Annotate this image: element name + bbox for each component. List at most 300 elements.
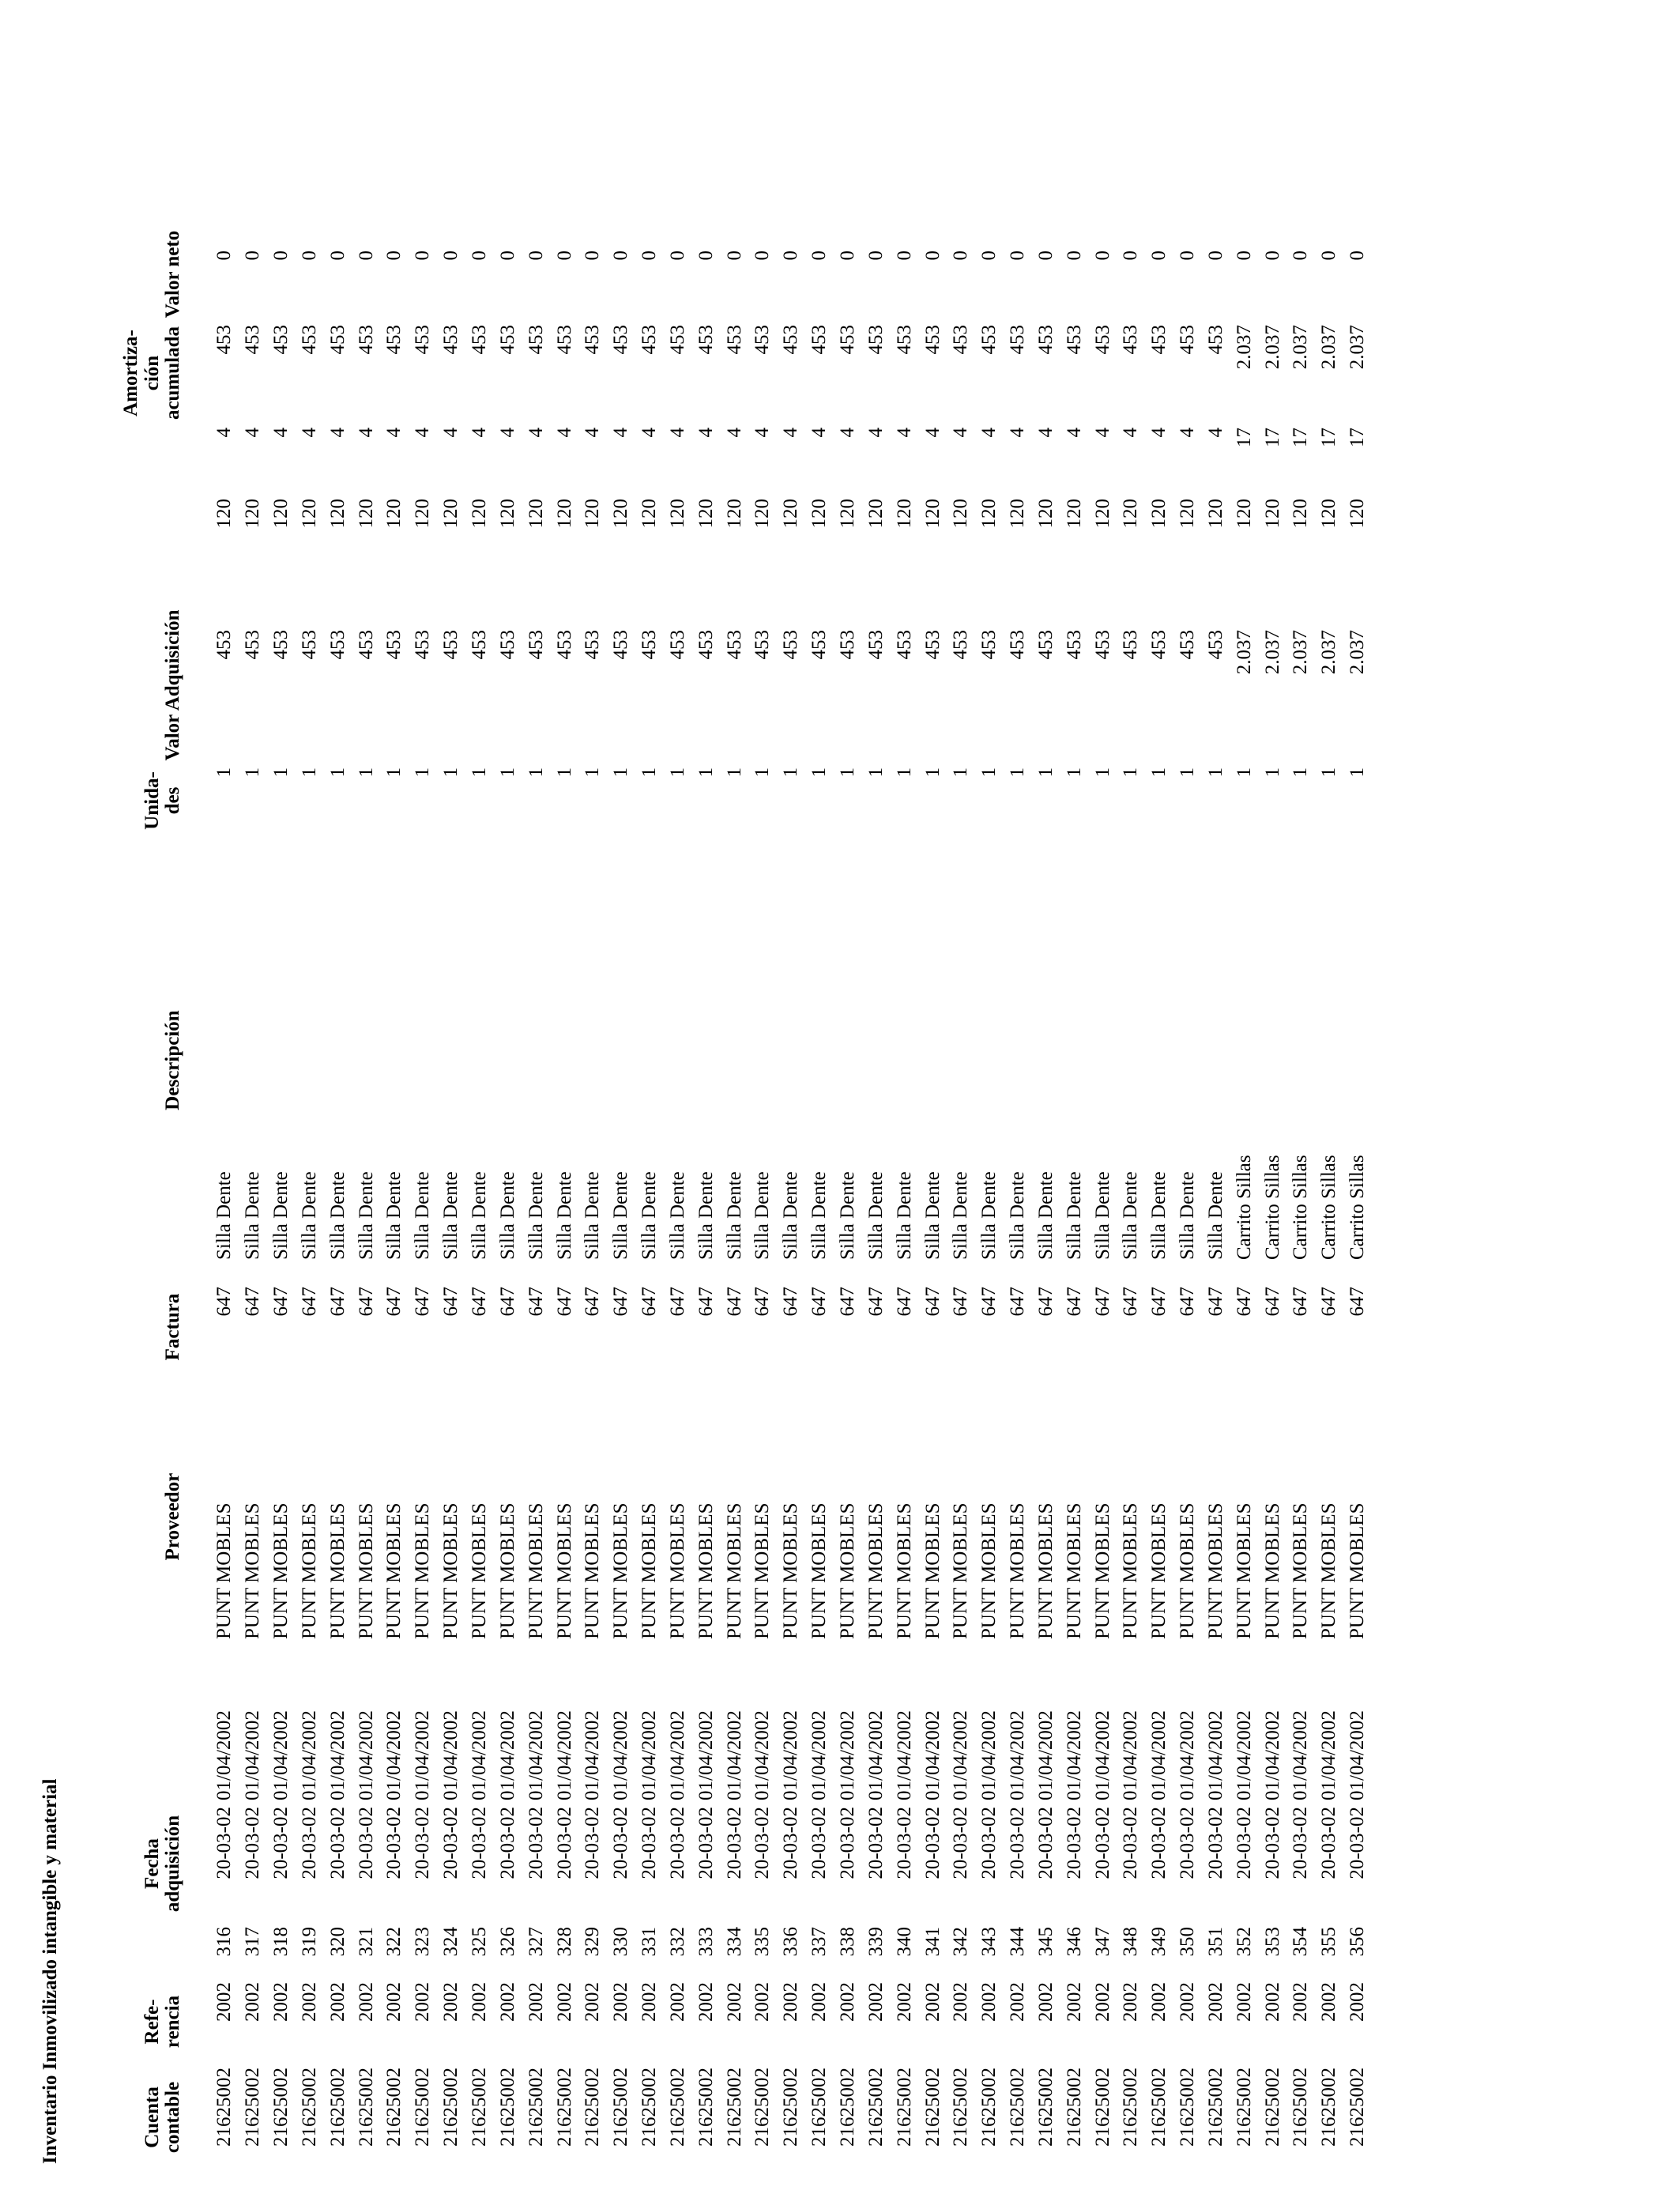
cell-valor-neto: 0 xyxy=(553,251,575,261)
table-header-row xyxy=(93,227,210,2170)
cell-descripcion: Silla Dente xyxy=(270,1171,292,1260)
cell-amortizacion-acumulada: 453 xyxy=(213,325,235,355)
cell-amortizacion-acumulada: 453 xyxy=(723,325,745,355)
cell-amortizacion-acumulada: 453 xyxy=(1120,325,1142,355)
table-row xyxy=(578,227,607,2170)
cell-factura: 647 xyxy=(1261,1287,1283,1317)
cell-factura: 647 xyxy=(1204,1287,1226,1317)
cell-fecha-adquisicion: 20-03-02 xyxy=(1347,1807,1369,1879)
cell-cuenta-contable: 21625002 xyxy=(780,2068,802,2147)
cell-unidades: 1 xyxy=(893,767,915,778)
cell-cuota: 4 xyxy=(525,428,547,438)
cell-referencia: 2002 xyxy=(836,1982,858,2022)
header-descripcion: Descripción xyxy=(161,1010,183,1110)
cell-amortizacion-acumulada: 453 xyxy=(978,325,1000,355)
cell-amortizacion-acumulada: 453 xyxy=(412,325,434,355)
cell-numero: 354 xyxy=(1290,1927,1312,1957)
cell-amortizacion-acumulada: 453 xyxy=(950,325,972,355)
cell-cuenta-contable: 21625002 xyxy=(1063,2068,1085,2147)
cell-valor-neto: 0 xyxy=(666,251,688,261)
cell-valor-adquisicion: 453 xyxy=(326,630,348,660)
cell-proveedor: PUNT MOBLES xyxy=(893,1502,915,1639)
cell-cuota: 4 xyxy=(270,428,292,438)
cell-factura: 647 xyxy=(751,1287,774,1317)
header-valor-neto: Valor neto xyxy=(161,230,183,319)
cell-amortizacion-acumulada: 453 xyxy=(836,325,858,355)
cell-proveedor: PUNT MOBLES xyxy=(1063,1502,1085,1639)
cell-valor-adquisicion: 453 xyxy=(383,630,405,660)
cell-referencia: 2002 xyxy=(412,1982,434,2022)
cell-fecha-alta: 01/04/2002 xyxy=(496,1710,518,1800)
cell-unidades: 1 xyxy=(836,767,858,778)
cell-amortizacion-acumulada: 453 xyxy=(582,325,604,355)
cell-referencia: 2002 xyxy=(1148,1982,1170,2022)
cell-factura: 647 xyxy=(242,1287,264,1317)
cell-proveedor: PUNT MOBLES xyxy=(1261,1502,1283,1639)
cell-descripcion: Silla Dente xyxy=(1204,1171,1226,1260)
cell-valor-neto: 0 xyxy=(836,251,858,261)
cell-fecha-alta: 01/04/2002 xyxy=(808,1710,831,1800)
cell-cuota: 17 xyxy=(1290,428,1312,447)
cell-referencia: 2002 xyxy=(893,1982,915,2022)
cell-valor-neto: 0 xyxy=(1261,251,1283,261)
cell-unidades: 1 xyxy=(1063,767,1085,778)
cell-numero: 345 xyxy=(1034,1927,1057,1957)
cell-valor-adquisicion: 453 xyxy=(751,630,774,660)
cell-proveedor: PUNT MOBLES xyxy=(440,1502,462,1639)
cell-amortizacion-acumulada: 453 xyxy=(525,325,547,355)
cell-cuota: 4 xyxy=(412,428,434,438)
cell-proveedor: PUNT MOBLES xyxy=(1007,1502,1029,1639)
cell-amortizacion-acumulada: 453 xyxy=(496,325,518,355)
cell-factura: 647 xyxy=(780,1287,802,1317)
cell-proveedor: PUNT MOBLES xyxy=(1318,1502,1340,1639)
cell-factura: 647 xyxy=(496,1287,518,1317)
cell-cuota: 4 xyxy=(836,428,858,438)
cell-amortizacion-acumulada: 453 xyxy=(326,325,348,355)
table-row xyxy=(1173,227,1202,2170)
cell-factura: 647 xyxy=(864,1287,887,1317)
cell-fecha-adquisicion: 20-03-02 xyxy=(553,1807,575,1879)
cell-fecha-adquisicion: 20-03-02 xyxy=(213,1807,235,1879)
cell-cuenta-contable: 21625002 xyxy=(355,2068,377,2147)
cell-descripcion: Carrito Sillas xyxy=(1318,1155,1340,1260)
cell-unidades: 1 xyxy=(978,767,1000,778)
cell-fecha-alta: 01/04/2002 xyxy=(921,1710,944,1800)
cell-fecha-adquisicion: 20-03-02 xyxy=(780,1807,802,1879)
cell-cuenta-contable: 21625002 xyxy=(1233,2068,1255,2147)
table-row xyxy=(1031,227,1060,2170)
cell-unidades: 1 xyxy=(695,767,717,778)
cell-referencia: 2002 xyxy=(383,1982,405,2022)
cell-meses: 120 xyxy=(1091,499,1113,529)
cell-unidades: 1 xyxy=(242,767,264,778)
cell-fecha-adquisicion: 20-03-02 xyxy=(1007,1807,1029,1879)
cell-factura: 647 xyxy=(469,1287,491,1317)
cell-proveedor: PUNT MOBLES xyxy=(808,1502,831,1639)
cell-referencia: 2002 xyxy=(864,1982,887,2022)
cell-amortizacion-acumulada: 2.037 xyxy=(1290,325,1312,370)
cell-cuenta-contable: 21625002 xyxy=(1007,2068,1029,2147)
cell-unidades: 1 xyxy=(1261,767,1283,778)
cell-valor-neto: 0 xyxy=(1091,251,1113,261)
cell-proveedor: PUNT MOBLES xyxy=(326,1502,348,1639)
cell-descripcion: Silla Dente xyxy=(780,1171,802,1260)
cell-amortizacion-acumulada: 453 xyxy=(383,325,405,355)
cell-unidades: 1 xyxy=(1233,767,1255,778)
cell-descripcion: Carrito Sillas xyxy=(1233,1155,1255,1260)
cell-proveedor: PUNT MOBLES xyxy=(270,1502,292,1639)
cell-cuota: 4 xyxy=(1148,428,1170,438)
cell-proveedor: PUNT MOBLES xyxy=(695,1502,717,1639)
cell-proveedor: PUNT MOBLES xyxy=(1233,1502,1255,1639)
cell-factura: 647 xyxy=(1177,1287,1199,1317)
cell-meses: 120 xyxy=(893,499,915,529)
table-row xyxy=(918,227,947,2170)
cell-numero: 344 xyxy=(1007,1927,1029,1957)
cell-cuota: 4 xyxy=(1091,428,1113,438)
cell-fecha-adquisicion: 20-03-02 xyxy=(666,1807,688,1879)
table-row xyxy=(1315,227,1343,2170)
table-row xyxy=(210,227,239,2170)
cell-descripcion: Silla Dente xyxy=(751,1171,774,1260)
cell-referencia: 2002 xyxy=(326,1982,348,2022)
cell-referencia: 2002 xyxy=(638,1982,661,2022)
cell-cuota: 4 xyxy=(213,428,235,438)
cell-valor-neto: 0 xyxy=(298,251,320,261)
cell-numero: 321 xyxy=(355,1927,377,1957)
header-meses xyxy=(93,496,210,606)
cell-valor-adquisicion: 453 xyxy=(1120,630,1142,660)
cell-numero: 342 xyxy=(950,1927,972,1957)
cell-descripcion: Silla Dente xyxy=(326,1171,348,1260)
cell-cuota: 4 xyxy=(1120,428,1142,438)
cell-cuenta-contable: 21625002 xyxy=(1120,2068,1142,2147)
cell-valor-adquisicion: 453 xyxy=(921,630,944,660)
cell-factura: 647 xyxy=(553,1287,575,1317)
cell-cuenta-contable: 21625002 xyxy=(326,2068,348,2147)
cell-cuota: 4 xyxy=(978,428,1000,438)
cell-unidades: 1 xyxy=(666,767,688,778)
cell-descripcion: Silla Dente xyxy=(978,1171,1000,1260)
cell-referencia: 2002 xyxy=(1318,1982,1340,2022)
cell-proveedor: PUNT MOBLES xyxy=(978,1502,1000,1639)
cell-valor-neto: 0 xyxy=(1318,251,1340,261)
header-numero xyxy=(93,1924,210,1979)
cell-unidades: 1 xyxy=(213,767,235,778)
cell-factura: 647 xyxy=(383,1287,405,1317)
cell-amortizacion-acumulada: 453 xyxy=(695,325,717,355)
cell-fecha-adquisicion: 20-03-02 xyxy=(1204,1807,1226,1879)
cell-proveedor: PUNT MOBLES xyxy=(496,1502,518,1639)
cell-proveedor: PUNT MOBLES xyxy=(298,1502,320,1639)
cell-valor-adquisicion: 453 xyxy=(893,630,915,660)
cell-amortizacion-acumulada: 453 xyxy=(1007,325,1029,355)
cell-numero: 317 xyxy=(242,1927,264,1957)
cell-numero: 322 xyxy=(383,1927,405,1957)
cell-valor-neto: 0 xyxy=(525,251,547,261)
cell-descripcion: Silla Dente xyxy=(950,1171,972,1260)
cell-valor-adquisicion: 453 xyxy=(950,630,972,660)
cell-cuota: 4 xyxy=(666,428,688,438)
cell-factura: 647 xyxy=(213,1287,235,1317)
cell-valor-neto: 0 xyxy=(808,251,831,261)
cell-cuota: 17 xyxy=(1318,428,1340,447)
cell-amortizacion-acumulada: 453 xyxy=(921,325,944,355)
cell-factura: 647 xyxy=(1063,1287,1085,1317)
cell-descripcion: Silla Dente xyxy=(1034,1171,1057,1260)
table-row xyxy=(267,227,296,2170)
cell-fecha-alta: 01/04/2002 xyxy=(638,1710,661,1800)
cell-cuenta-contable: 21625002 xyxy=(808,2068,831,2147)
cell-fecha-adquisicion: 20-03-02 xyxy=(582,1807,604,1879)
cell-fecha-alta: 01/04/2002 xyxy=(298,1710,320,1800)
cell-cuota: 4 xyxy=(298,428,320,438)
cell-cuenta-contable: 21625002 xyxy=(383,2068,405,2147)
cell-valor-adquisicion: 453 xyxy=(553,630,575,660)
cell-referencia: 2002 xyxy=(666,1982,688,2022)
cell-amortizacion-acumulada: 2.037 xyxy=(1233,325,1255,370)
document-title: Inventario Inmovilizado intangible y material xyxy=(40,1778,61,2164)
cell-proveedor: PUNT MOBLES xyxy=(1204,1502,1226,1639)
cell-fecha-adquisicion: 20-03-02 xyxy=(1034,1807,1057,1879)
cell-fecha-adquisicion: 20-03-02 xyxy=(921,1807,944,1879)
cell-cuota: 4 xyxy=(553,428,575,438)
cell-cuenta-contable: 21625002 xyxy=(638,2068,661,2147)
cell-referencia: 2002 xyxy=(1063,1982,1085,2022)
cell-meses: 120 xyxy=(582,499,604,529)
cell-unidades: 1 xyxy=(780,767,802,778)
cell-meses: 120 xyxy=(270,499,292,529)
cell-meses: 120 xyxy=(1177,499,1199,529)
cell-meses: 120 xyxy=(836,499,858,529)
cell-proveedor: PUNT MOBLES xyxy=(412,1502,434,1639)
cell-fecha-adquisicion: 20-03-02 xyxy=(298,1807,320,1879)
cell-meses: 120 xyxy=(412,499,434,529)
header-valor-adquisicion: Valor Adquisición xyxy=(161,609,183,761)
cell-proveedor: PUNT MOBLES xyxy=(213,1502,235,1639)
cell-numero: 320 xyxy=(326,1927,348,1957)
table-row xyxy=(890,227,918,2170)
cell-cuenta-contable: 21625002 xyxy=(496,2068,518,2147)
header-factura: Factura xyxy=(161,1293,183,1361)
header-amortizacion-acumulada: Amortiza- ción acumulada xyxy=(120,326,183,420)
cell-proveedor: PUNT MOBLES xyxy=(1091,1502,1113,1639)
cell-meses: 120 xyxy=(1204,499,1226,529)
cell-numero: 334 xyxy=(723,1927,745,1957)
cell-proveedor: PUNT MOBLES xyxy=(242,1502,264,1639)
cell-factura: 647 xyxy=(666,1287,688,1317)
cell-proveedor: PUNT MOBLES xyxy=(1290,1502,1312,1639)
cell-referencia: 2002 xyxy=(751,1982,774,2022)
cell-valor-adquisicion: 453 xyxy=(723,630,745,660)
cell-descripcion: Carrito Sillas xyxy=(1261,1155,1283,1260)
cell-descripcion: Silla Dente xyxy=(638,1171,661,1260)
cell-meses: 120 xyxy=(638,499,661,529)
cell-cuota: 17 xyxy=(1347,428,1369,447)
table-row xyxy=(607,227,635,2170)
cell-valor-neto: 0 xyxy=(950,251,972,261)
cell-fecha-adquisicion: 20-03-02 xyxy=(1233,1807,1255,1879)
cell-valor-neto: 0 xyxy=(383,251,405,261)
cell-factura: 647 xyxy=(412,1287,434,1317)
cell-meses: 120 xyxy=(921,499,944,529)
cell-numero: 323 xyxy=(412,1927,434,1957)
header-cuota xyxy=(93,424,210,496)
cell-numero: 330 xyxy=(610,1927,632,1957)
cell-cuenta-contable: 21625002 xyxy=(298,2068,320,2147)
cell-fecha-alta: 01/04/2002 xyxy=(751,1710,774,1800)
table-row xyxy=(409,227,437,2170)
cell-proveedor: PUNT MOBLES xyxy=(383,1502,405,1639)
cell-valor-adquisicion: 453 xyxy=(1007,630,1029,660)
cell-unidades: 1 xyxy=(1318,767,1340,778)
cell-referencia: 2002 xyxy=(1007,1982,1029,2022)
cell-factura: 647 xyxy=(610,1287,632,1317)
cell-referencia: 2002 xyxy=(298,1982,320,2022)
cell-factura: 647 xyxy=(440,1287,462,1317)
cell-meses: 120 xyxy=(723,499,745,529)
cell-factura: 647 xyxy=(723,1287,745,1317)
cell-proveedor: PUNT MOBLES xyxy=(355,1502,377,1639)
cell-factura: 647 xyxy=(298,1287,320,1317)
cell-fecha-alta: 01/04/2002 xyxy=(412,1710,434,1800)
cell-fecha-alta: 01/04/2002 xyxy=(1204,1710,1226,1800)
cell-referencia: 2002 xyxy=(355,1982,377,2022)
cell-fecha-adquisicion: 20-03-02 xyxy=(525,1807,547,1879)
cell-valor-neto: 0 xyxy=(412,251,434,261)
cell-amortizacion-acumulada: 453 xyxy=(808,325,831,355)
cell-cuenta-contable: 21625002 xyxy=(950,2068,972,2147)
cell-meses: 120 xyxy=(553,499,575,529)
cell-factura: 647 xyxy=(1120,1287,1142,1317)
cell-unidades: 1 xyxy=(383,767,405,778)
cell-amortizacion-acumulada: 453 xyxy=(666,325,688,355)
cell-proveedor: PUNT MOBLES xyxy=(553,1502,575,1639)
cell-descripcion: Silla Dente xyxy=(1120,1171,1142,1260)
cell-cuota: 4 xyxy=(950,428,972,438)
cell-cuenta-contable: 21625002 xyxy=(1177,2068,1199,2147)
cell-cuota: 17 xyxy=(1261,428,1283,447)
cell-fecha-alta: 01/04/2002 xyxy=(1290,1710,1312,1800)
cell-valor-adquisicion: 453 xyxy=(1063,630,1085,660)
cell-valor-adquisicion: 453 xyxy=(1034,630,1057,660)
cell-proveedor: PUNT MOBLES xyxy=(921,1502,944,1639)
cell-descripcion: Silla Dente xyxy=(1063,1171,1085,1260)
cell-referencia: 2002 xyxy=(1233,1982,1255,2022)
cell-valor-adquisicion: 453 xyxy=(270,630,292,660)
cell-unidades: 1 xyxy=(355,767,377,778)
cell-referencia: 2002 xyxy=(1261,1982,1283,2022)
cell-referencia: 2002 xyxy=(723,1982,745,2022)
cell-referencia: 2002 xyxy=(1204,1982,1226,2022)
cell-valor-adquisicion: 453 xyxy=(582,630,604,660)
table-row xyxy=(1145,227,1173,2170)
cell-descripcion: Silla Dente xyxy=(582,1171,604,1260)
cell-descripcion: Silla Dente xyxy=(242,1171,264,1260)
header-unidades: Unida- des xyxy=(141,771,183,830)
cell-valor-adquisicion: 453 xyxy=(1091,630,1113,660)
cell-numero: 329 xyxy=(582,1927,604,1957)
cell-amortizacion-acumulada: 453 xyxy=(1034,325,1057,355)
cell-unidades: 1 xyxy=(1347,767,1369,778)
cell-cuota: 4 xyxy=(723,428,745,438)
cell-valor-neto: 0 xyxy=(1063,251,1085,261)
cell-cuenta-contable: 21625002 xyxy=(1148,2068,1170,2147)
cell-numero: 318 xyxy=(270,1927,292,1957)
cell-factura: 647 xyxy=(893,1287,915,1317)
cell-proveedor: PUNT MOBLES xyxy=(723,1502,745,1639)
table-row xyxy=(805,227,834,2170)
cell-valor-adquisicion: 453 xyxy=(525,630,547,660)
cell-unidades: 1 xyxy=(1034,767,1057,778)
cell-fecha-alta: 01/04/2002 xyxy=(1347,1710,1369,1800)
cell-factura: 647 xyxy=(836,1287,858,1317)
cell-amortizacion-acumulada: 453 xyxy=(1063,325,1085,355)
table-row xyxy=(550,227,578,2170)
cell-valor-adquisicion: 453 xyxy=(1177,630,1199,660)
cell-meses: 120 xyxy=(1318,499,1340,529)
cell-valor-neto: 0 xyxy=(326,251,348,261)
cell-cuota: 4 xyxy=(751,428,774,438)
cell-valor-neto: 0 xyxy=(723,251,745,261)
cell-cuota: 4 xyxy=(469,428,491,438)
cell-descripcion: Silla Dente xyxy=(666,1171,688,1260)
cell-referencia: 2002 xyxy=(808,1982,831,2022)
cell-cuenta-contable: 21625002 xyxy=(723,2068,745,2147)
cell-factura: 647 xyxy=(1007,1287,1029,1317)
table-row xyxy=(664,227,692,2170)
cell-referencia: 2002 xyxy=(610,1982,632,2022)
cell-fecha-adquisicion: 20-03-02 xyxy=(412,1807,434,1879)
cell-cuota: 4 xyxy=(440,428,462,438)
cell-descripcion: Silla Dente xyxy=(298,1171,320,1260)
cell-fecha-alta: 01/04/2002 xyxy=(469,1710,491,1800)
cell-descripcion: Silla Dente xyxy=(496,1171,518,1260)
cell-fecha-alta: 01/04/2002 xyxy=(1007,1710,1029,1800)
cell-referencia: 2002 xyxy=(553,1982,575,2022)
cell-valor-adquisicion: 2.037 xyxy=(1290,630,1312,675)
cell-cuenta-contable: 21625002 xyxy=(695,2068,717,2147)
cell-amortizacion-acumulada: 453 xyxy=(864,325,887,355)
cell-valor-adquisicion: 453 xyxy=(780,630,802,660)
cell-fecha-alta: 01/04/2002 xyxy=(383,1710,405,1800)
cell-referencia: 2002 xyxy=(496,1982,518,2022)
cell-meses: 120 xyxy=(978,499,1000,529)
cell-fecha-alta: 01/04/2002 xyxy=(440,1710,462,1800)
cell-unidades: 1 xyxy=(582,767,604,778)
cell-valor-adquisicion: 453 xyxy=(213,630,235,660)
table-row xyxy=(1117,227,1145,2170)
cell-fecha-alta: 01/04/2002 xyxy=(864,1710,887,1800)
cell-valor-neto: 0 xyxy=(270,251,292,261)
cell-meses: 120 xyxy=(496,499,518,529)
cell-valor-neto: 0 xyxy=(1177,251,1199,261)
cell-cuenta-contable: 21625002 xyxy=(836,2068,858,2147)
cell-valor-neto: 0 xyxy=(213,251,235,261)
table-row xyxy=(1088,227,1117,2170)
cell-unidades: 1 xyxy=(723,767,745,778)
cell-meses: 120 xyxy=(1261,499,1283,529)
cell-valor-neto: 0 xyxy=(695,251,717,261)
cell-amortizacion-acumulada: 2.037 xyxy=(1318,325,1340,370)
cell-proveedor: PUNT MOBLES xyxy=(666,1502,688,1639)
cell-meses: 120 xyxy=(808,499,831,529)
cell-descripcion: Silla Dente xyxy=(921,1171,944,1260)
cell-fecha-alta: 01/04/2002 xyxy=(723,1710,745,1800)
cell-referencia: 2002 xyxy=(270,1982,292,2022)
cell-valor-neto: 0 xyxy=(1007,251,1029,261)
